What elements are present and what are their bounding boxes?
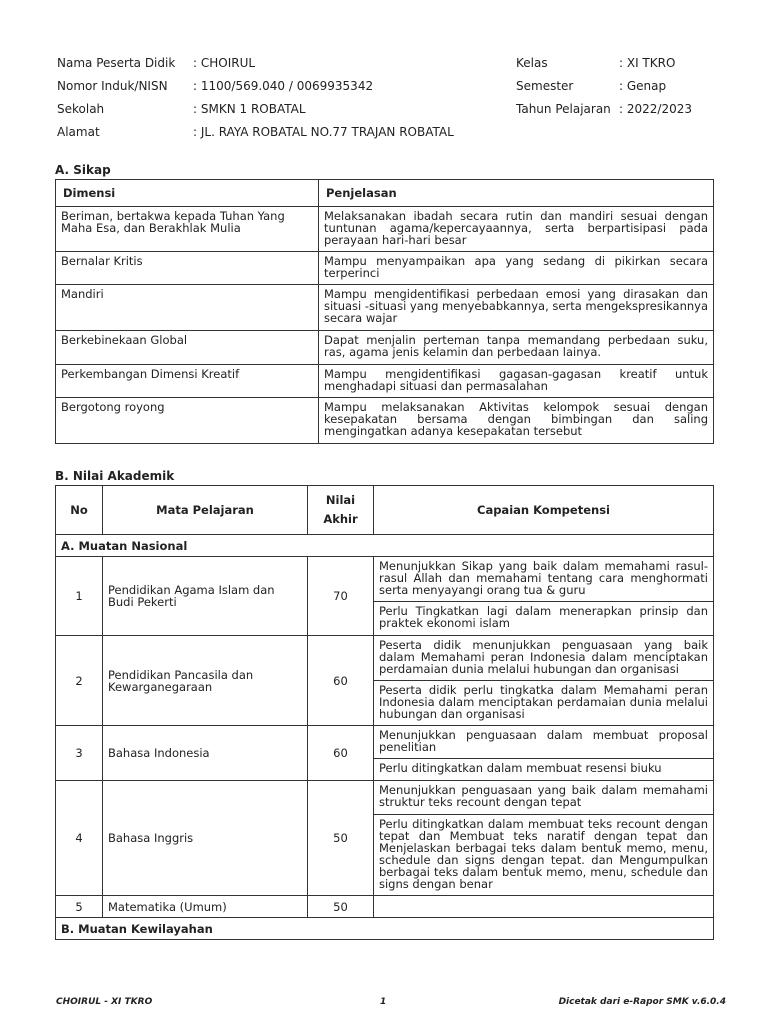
penjelasan-cell: Mampu mengidentifikasi perbedaan emosi yang dirasakan dan situasi -situasi yang menyebabkannya, serta mengekspresikannya secara wajar — [319, 285, 714, 331]
table-header-row — [56, 180, 714, 207]
school-value: : SMKN 1 ROBATAL — [193, 102, 306, 116]
dimensi-cell: Bergotong royong — [56, 398, 319, 444]
nisn-label: Nomor Induk/NISN — [57, 79, 168, 93]
footer-page-number: 1 — [380, 997, 387, 1007]
table-row — [56, 781, 714, 815]
subject-no: 2 — [56, 636, 103, 726]
table-row — [56, 557, 714, 602]
semester-label: Semester — [516, 79, 574, 93]
table-row — [56, 896, 714, 918]
column-header-mapel: Mata Pelajaran — [103, 486, 308, 535]
subject-score: 60 — [308, 726, 374, 781]
table-row — [56, 726, 714, 759]
footer-printed-by: Dicetak dari e-Rapor SMK v.6.0.4 — [558, 997, 726, 1007]
class-label: Kelas — [516, 56, 548, 70]
capaian-cell: Perlu Tingkatkan lagi dalam menerapkan prinsip dan praktek ekonomi islam — [374, 602, 714, 636]
penjelasan-cell: Mampu menyampaikan apa yang sedang di pikirkan secara terperinci — [319, 252, 714, 285]
subject-name: Bahasa Inggris — [103, 781, 308, 896]
subject-name: Pendidikan Pancasila dan Kewarganegaraan — [103, 636, 308, 726]
group-row-kewilayahan — [56, 918, 714, 940]
table-row — [56, 331, 714, 365]
capaian-cell: Peserta didik menunjukkan penguasaan yang baik dalam Memahami peran Indonesia dalam menciptakan perdamaian dunia melalui hubungan dan organisasi — [374, 636, 714, 681]
capaian-cell: Perlu ditingkatkan dalam membuat resensi biuku — [374, 759, 714, 781]
year-label: Tahun Pelajaran — [516, 102, 611, 116]
student-row — [0, 125, 768, 145]
semester-value: : Genap — [619, 79, 667, 93]
school-label: Sekolah — [57, 102, 105, 116]
subject-no: 3 — [56, 726, 103, 781]
column-header-no: No — [56, 486, 103, 535]
dimensi-cell: Bernalar Kritis — [56, 252, 319, 285]
table-row — [56, 365, 714, 398]
nilai-header-line1: Nilai — [325, 493, 356, 507]
student-row — [0, 79, 768, 99]
subject-no: 4 — [56, 781, 103, 896]
capaian-cell: Menunjukkan penguasaan dalam membuat proposal penelitian — [374, 726, 714, 759]
subject-name: Matematika (Umum) — [103, 896, 308, 918]
table-row — [56, 398, 714, 444]
column-header-capaian: Capaian Kompetensi — [374, 486, 714, 535]
nilai-header-line2: Akhir — [323, 512, 358, 526]
column-header-nilai — [308, 486, 374, 535]
table-row — [56, 207, 714, 252]
capaian-cell: Peserta didik perlu tingkatka dalam Memahami peran Indonesia dalam menciptakan perdamaian dunia melalui hubungan dan organisasi — [374, 681, 714, 726]
subject-score: 50 — [308, 781, 374, 896]
section-title-sikap: A. Sikap — [55, 163, 111, 177]
subject-name: Bahasa Indonesia — [103, 726, 308, 781]
subject-name: Pendidikan Agama Islam dan Budi Pekerti — [103, 557, 308, 636]
capaian-cell — [374, 896, 714, 918]
table-row — [56, 252, 714, 285]
table-header-row — [56, 486, 714, 535]
student-row — [0, 102, 768, 122]
address-value: : JL. RAYA ROBATAL NO.77 TRAJAN ROBATAL — [193, 125, 454, 139]
address-label: Alamat — [57, 125, 100, 139]
penjelasan-cell: Dapat menjalin perteman tanpa memandang perbedaan suku, ras, agama jenis kelamin dan perbedaan lainya. — [319, 331, 714, 365]
class-value: : XI TKRO — [619, 56, 676, 70]
subject-score: 70 — [308, 557, 374, 636]
capaian-cell: Perlu ditingkatkan dalam membuat teks recount dengan tepat dan Membuat teks naratif dengan tepat dan Menjelaskan berbagai teks dalam bentuk memo, menu, schedule dan signs dengan tepat. dan Mengumpulkan berbagai teks dalam bentuk memo, menu, schedule dan signs dengan benar — [374, 815, 714, 896]
penjelasan-cell: Mampu melaksanakan Aktivitas kelompok sesuai dengan kesepakatan bersama dengan bimbingan dan saling mengingatkan adanya kesepakatan tersebut — [319, 398, 714, 444]
dimensi-cell: Mandiri — [56, 285, 319, 331]
capaian-cell: Menunjukkan Sikap yang baik dalam memahami rasul-rasul Allah dan memahami tentang cara menghormati serta menyayangi orang tua & guru — [374, 557, 714, 602]
subject-no: 5 — [56, 896, 103, 918]
table-row — [56, 285, 714, 331]
sikap-table — [55, 179, 714, 444]
subject-score: 60 — [308, 636, 374, 726]
subject-score: 50 — [308, 896, 374, 918]
nisn-value: : 1100/569.040 / 0069935342 — [193, 79, 374, 93]
dimensi-cell: Beriman, bertakwa kepada Tuhan Yang Maha Esa, dan Berakhlak Mulia — [56, 207, 319, 252]
table-row — [56, 636, 714, 681]
capaian-cell: Menunjukkan penguasaan yang baik dalam memahami struktur teks recount dengan tepat — [374, 781, 714, 815]
subject-no: 1 — [56, 557, 103, 636]
penjelasan-cell: Mampu mengidentifikasi gagasan-gagasan kreatif untuk menghadapi situasi dan permasalahan — [319, 365, 714, 398]
name-value: : CHOIRUL — [193, 56, 256, 70]
dimensi-cell: Berkebinekaan Global — [56, 331, 319, 365]
dimensi-cell: Perkembangan Dimensi Kreatif — [56, 365, 319, 398]
name-label: Nama Peserta Didik — [57, 56, 176, 70]
group-row-nasional — [56, 535, 714, 557]
year-value: : 2022/2023 — [619, 102, 692, 116]
nilai-akademik-table — [55, 485, 714, 940]
penjelasan-cell: Melaksanakan ibadah secara rutin dan mandiri sesuai dengan tuntunan agama/kepercayaannya, serta berpartisipasi pada perayaan hari-hari besar — [319, 207, 714, 252]
footer-student: CHOIRUL - XI TKRO — [56, 997, 153, 1007]
group-label: A. Muatan Nasional — [56, 535, 714, 557]
column-header-penjelasan: Penjelasan — [319, 180, 714, 207]
section-title-akademik: B. Nilai Akademik — [55, 469, 175, 483]
group-label: B. Muatan Kewilayahan — [56, 918, 714, 940]
column-header-dimensi: Dimensi — [56, 180, 319, 207]
student-row — [0, 56, 768, 76]
